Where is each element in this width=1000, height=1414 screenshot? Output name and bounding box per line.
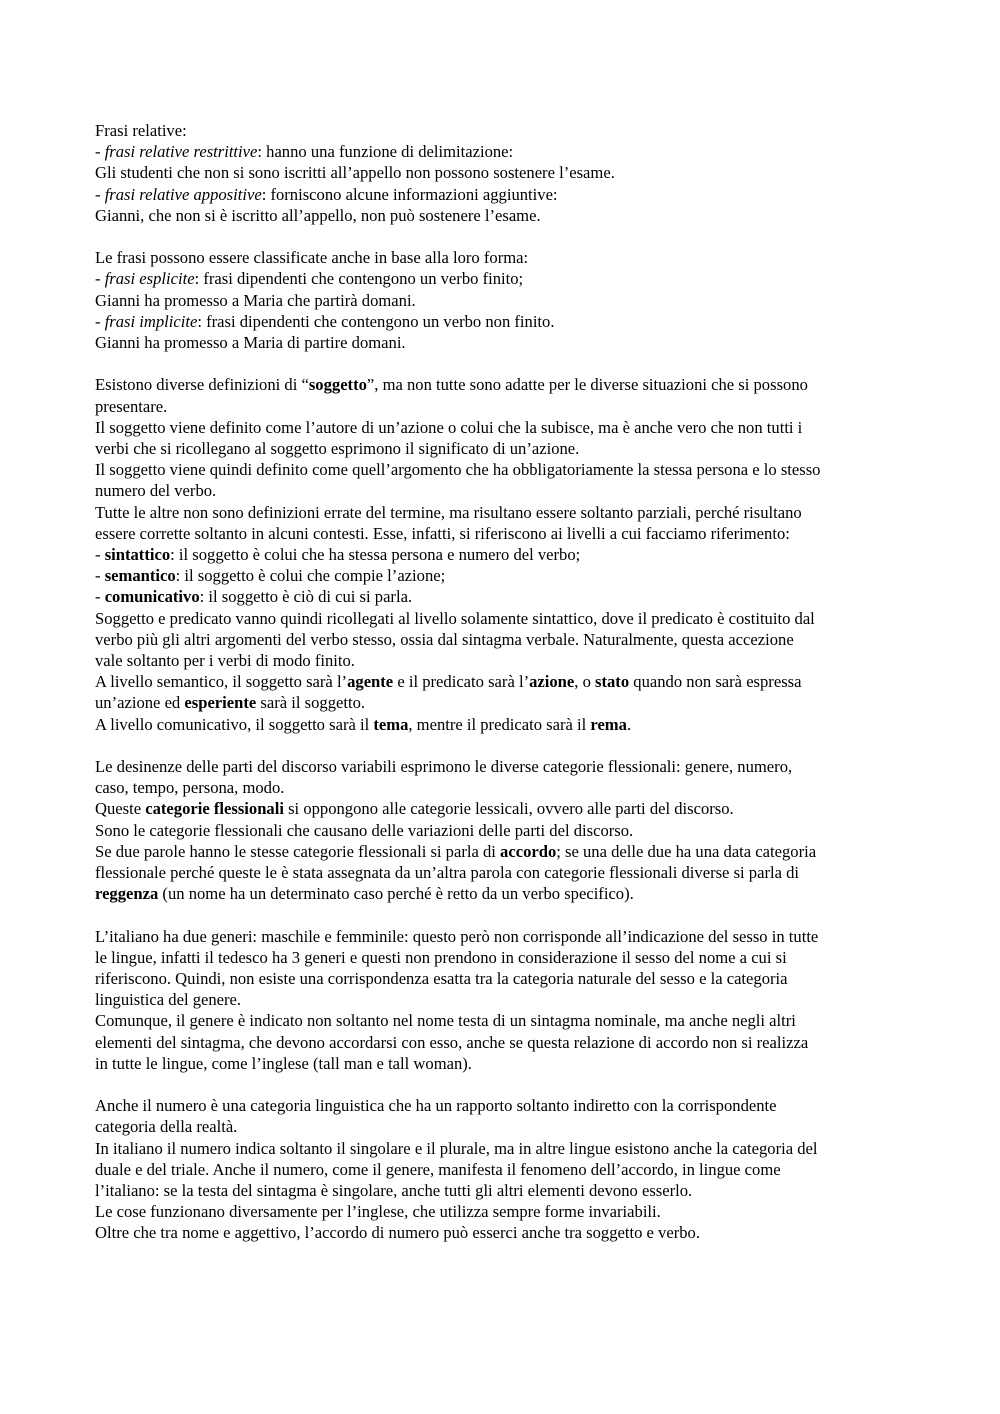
example-sentence: Gli studenti che non si sono iscritti all’appello non possono sostenere l’esame. <box>95 163 615 183</box>
paragraph-line: riferiscono. Quindi, non esiste una corrispondenza esatta tra la categoria naturale del sesso e la categoria <box>95 969 788 989</box>
term-italic: frasi esplicite <box>104 269 195 289</box>
paragraph-line: Sono le categorie flessionali che causano delle variazioni delle parti del discorso. <box>95 820 634 840</box>
paragraph-gap <box>95 353 915 374</box>
section-numero <box>95 1095 915 1243</box>
example-sentence: Gianni ha promesso a Maria che partirà domani. <box>95 290 416 310</box>
paragraph-line: essere corrette soltanto in alcuni contesti. Esse, infatti, si riferiscono ai livelli a cui facciamo riferimento: <box>95 523 790 543</box>
paragraph-line: linguistica del genere. <box>95 990 242 1010</box>
paragraph-line: Se due parole hanno le stesse categorie flessionali si parla di accordo; se una delle due ha una data categoria <box>95 841 817 861</box>
paragraph-line: Il soggetto viene definito come l’autore di un’azione o colui che la subisce, ma è anche vero che non tutti i <box>95 417 803 437</box>
term-italic: frasi relative restrittive <box>104 142 258 162</box>
paragraph-line: in tutte le lingue, come l’inglese (tall man e tall woman). <box>95 1053 472 1073</box>
section-title: Frasi relative: <box>95 121 187 140</box>
paragraph-line: Le desinenze delle parti del discorso variabili esprimono le diverse categorie flessionali: genere, numero, <box>95 757 793 777</box>
paragraph-line: verbi che si ricollegano al soggetto esprimono il significato di un’azione. <box>95 439 580 459</box>
section-desinenze <box>95 756 915 904</box>
term-bold: categorie flessionali <box>145 799 284 819</box>
paragraph-line: Anche il numero è una categoria linguistica che ha un rapporto soltanto indiretto con la corrispondente <box>95 1096 777 1116</box>
term-bold: rema <box>590 714 627 734</box>
paragraph-gap <box>95 226 915 247</box>
list-item: - comunicativo: il soggetto è ciò di cui si parla. <box>95 587 413 607</box>
paragraph-line: numero del verbo. <box>95 481 217 501</box>
paragraph-gap <box>95 735 915 756</box>
term-italic: frasi relative appositive <box>104 184 262 204</box>
list-item: - semantico: il soggetto è colui che compie l’azione; <box>95 566 446 586</box>
list-item: - frasi relative appositive: forniscono alcune informazioni aggiuntive: <box>95 184 558 204</box>
paragraph-line: elementi del sintagma, che devono accordarsi con esso, anche se questa relazione di accordo non si realizza <box>95 1032 809 1052</box>
paragraph-line: presentare. <box>95 396 168 416</box>
term-bold: agente <box>347 672 394 692</box>
document-body <box>95 120 915 1244</box>
paragraph-line: Le frasi possono essere classificate anche in base alla loro forma: <box>95 248 529 268</box>
term-bold: sintattico <box>104 545 171 565</box>
term-bold: azione <box>529 672 575 692</box>
term-bold: esperiente <box>184 693 257 713</box>
paragraph-line: verbo più gli altri argomenti del verbo stesso, ossia dal sintagma verbale. Naturalmente, questa accezione <box>95 629 794 649</box>
paragraph-line: Soggetto e predicato vanno quindi ricollegati al livello solamente sintattico, dove il predicato è costituito dal <box>95 608 815 628</box>
paragraph-line: Esistono diverse definizioni di “soggetto”, ma non tutte sono adatte per le diverse situazioni che si possono <box>95 375 808 395</box>
term-italic: frasi implicite <box>104 311 198 331</box>
list-item: - frasi relative restrittive: hanno una funzione di delimitazione: <box>95 142 514 162</box>
term-bold: tema <box>373 714 409 734</box>
paragraph-line: duale e del triale. Anche il numero, come il genere, manifesta il fenomeno dell’accordo, in lingue come <box>95 1159 781 1179</box>
paragraph-line: Tutte le altre non sono definizioni errate del termine, ma risultano essere soltanto parziali, perché risultano <box>95 502 802 522</box>
term-bold: accordo <box>500 841 557 861</box>
paragraph-line: Il soggetto viene quindi definito come quell’argomento che ha obbligatoriamente la stessa persona e lo stesso <box>95 460 821 480</box>
paragraph-line: A livello semantico, il soggetto sarà l’agente e il predicato sarà l’azione, o stato quando non sarà espressa <box>95 672 802 692</box>
paragraph-line: Comunque, il genere è indicato non soltanto nel nome testa di un sintagma nominale, ma anche negli altri <box>95 1011 796 1031</box>
paragraph-gap <box>95 904 915 925</box>
term-bold: reggenza <box>95 884 159 904</box>
term-bold: soggetto <box>308 375 367 395</box>
section-forma <box>95 247 915 353</box>
paragraph-line: le lingue, infatti il tedesco ha 3 generi e questi non prendono in considerazione il sesso del nome a cui si <box>95 947 787 967</box>
paragraph-line: Queste categorie flessionali si oppongono alle categorie lessicali, ovvero alle parti del discorso. <box>95 799 734 819</box>
paragraph-line: Le cose funzionano diversamente per l’inglese, che utilizza sempre forme invariabili. <box>95 1202 661 1222</box>
paragraph-line: flessionale perché queste le è stata assegnata da un’altra parola con categorie flessionali diverse si parla di <box>95 863 800 883</box>
list-item: - frasi implicite: frasi dipendenti che contengono un verbo non finito. <box>95 311 555 331</box>
paragraph-line: reggenza (un nome ha un determinato caso perché è retto da un verbo specifico). <box>95 884 634 904</box>
term-bold: stato <box>595 672 630 692</box>
paragraph-line: categoria della realtà. <box>95 1117 238 1137</box>
paragraph-line: In italiano il numero indica soltanto il singolare e il plurale, ma in altre lingue esistono anche la categoria del <box>95 1138 818 1158</box>
section-relative <box>95 120 915 226</box>
example-sentence: Gianni ha promesso a Maria di partire domani. <box>95 333 406 353</box>
paragraph-line: vale soltanto per i verbi di modo finito. <box>95 651 355 671</box>
list-item: - frasi esplicite: frasi dipendenti che contengono un verbo finito; <box>95 269 524 289</box>
paragraph-line: L’italiano ha due generi: maschile e femminile: questo però non corrisponde all’indicazione del sesso in tutte <box>95 926 819 946</box>
paragraph-line: A livello comunicativo, il soggetto sarà il tema, mentre il predicato sarà il rema. <box>95 714 632 734</box>
list-item: - sintattico: il soggetto è colui che ha stessa persona e numero del verbo; <box>95 545 581 565</box>
example-sentence: Gianni, che non si è iscritto all’appello, non può sostenere l’esame. <box>95 205 541 225</box>
paragraph-gap <box>95 1074 915 1095</box>
term-bold: semantico <box>104 566 176 586</box>
paragraph-line: l’italiano: se la testa del sintagma è singolare, anche tutti gli altri elementi devono esserlo. <box>95 1181 693 1201</box>
paragraph-line: caso, tempo, persona, modo. <box>95 778 285 798</box>
section-soggetto <box>95 374 915 734</box>
paragraph-line: un’azione ed esperiente sarà il soggetto. <box>95 693 366 713</box>
section-genere <box>95 926 915 1074</box>
paragraph-line: Oltre che tra nome e aggettivo, l’accordo di numero può esserci anche tra soggetto e verbo. <box>95 1223 700 1243</box>
term-bold: comunicativo <box>104 587 200 607</box>
